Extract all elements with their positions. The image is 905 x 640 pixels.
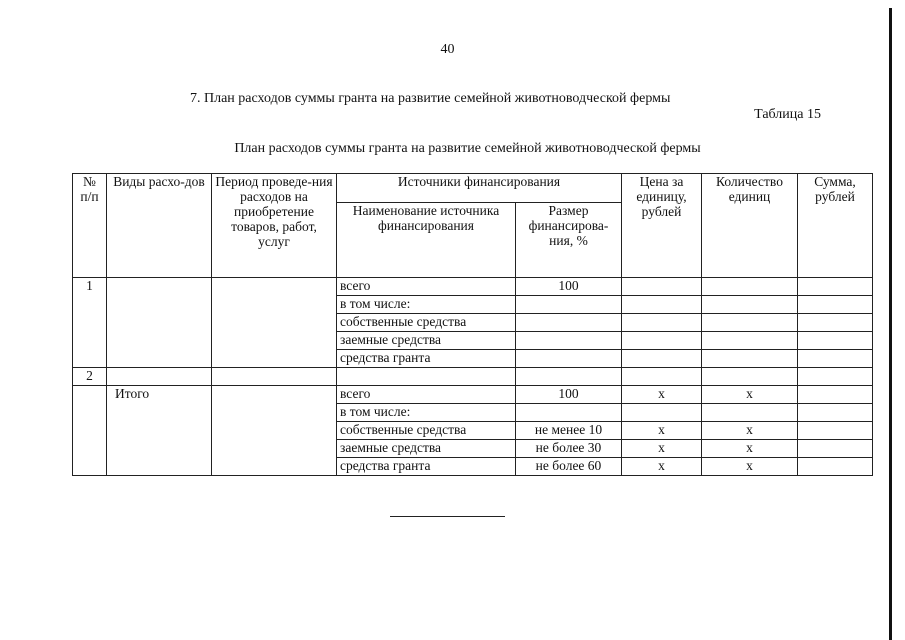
header-num: № п/п [73, 174, 107, 278]
expense-plan-table [72, 173, 873, 476]
source-name-cell [337, 368, 516, 386]
quantity-cell [702, 296, 798, 314]
source-name-cell: средства гранта [337, 458, 516, 476]
source-name-cell: в том числе: [337, 404, 516, 422]
sum-cell [798, 296, 873, 314]
period-cell [212, 386, 337, 476]
total-label: Итого [107, 386, 212, 476]
row-number: 1 [73, 278, 107, 368]
sum-cell [798, 368, 873, 386]
table-label: Таблица 15 [754, 107, 821, 122]
sum-cell [798, 350, 873, 368]
funding-percent-cell: не более 60 [516, 458, 622, 476]
quantity-cell [702, 314, 798, 332]
sum-cell [798, 458, 873, 476]
header-sum: Сумма, рублей [798, 174, 873, 278]
unit-price-cell [622, 332, 702, 350]
table-row [73, 278, 873, 296]
sum-cell [798, 386, 873, 404]
sum-cell [798, 422, 873, 440]
funding-percent-cell: не более 30 [516, 440, 622, 458]
funding-percent-cell [516, 404, 622, 422]
header-source-name: Наименование источника финансирования [337, 203, 516, 278]
footer-rule [390, 516, 505, 517]
source-name-cell: всего [337, 386, 516, 404]
period-cell [212, 278, 337, 368]
quantity-cell [702, 278, 798, 296]
source-name-cell: в том числе: [337, 296, 516, 314]
header-funding-percent: Размер финансирова-ния, % [516, 203, 622, 278]
row-number: 2 [73, 368, 107, 386]
unit-price-cell: x [622, 458, 702, 476]
funding-percent-cell: 100 [516, 278, 622, 296]
header-unit-price: Цена за единицу, рублей [622, 174, 702, 278]
funding-percent-cell: не менее 10 [516, 422, 622, 440]
quantity-cell [702, 404, 798, 422]
source-name-cell: собственные средства [337, 314, 516, 332]
table-row [73, 386, 873, 404]
scan-edge-bar [889, 8, 892, 640]
quantity-cell: x [702, 386, 798, 404]
quantity-cell [702, 332, 798, 350]
sum-cell [798, 404, 873, 422]
funding-percent-cell [516, 296, 622, 314]
funding-percent-cell [516, 368, 622, 386]
expense-type-cell [107, 278, 212, 368]
table-caption: План расходов суммы гранта на развитие семейной животноводческой фермы [234, 141, 701, 156]
unit-price-cell [622, 278, 702, 296]
quantity-cell: x [702, 422, 798, 440]
funding-percent-cell [516, 314, 622, 332]
header-period: Период проведе-ния расходов на приобретение товаров, работ, услуг [212, 174, 337, 278]
source-name-cell: средства гранта [337, 350, 516, 368]
unit-price-cell [622, 368, 702, 386]
quantity-cell [702, 350, 798, 368]
page-number: 40 [440, 42, 455, 57]
sum-cell [798, 278, 873, 296]
source-name-cell: собственные средства [337, 422, 516, 440]
period-cell [212, 368, 337, 386]
table-row [73, 368, 873, 386]
sum-cell [798, 440, 873, 458]
unit-price-cell: x [622, 440, 702, 458]
quantity-cell: x [702, 440, 798, 458]
section-title: 7. План расходов суммы гранта на развитие семейной животноводческой фермы [190, 91, 671, 106]
sum-cell [798, 314, 873, 332]
unit-price-cell [622, 404, 702, 422]
unit-price-cell: x [622, 386, 702, 404]
header-expense-types: Виды расхо-дов [107, 174, 212, 278]
unit-price-cell: x [622, 422, 702, 440]
unit-price-cell [622, 296, 702, 314]
source-name-cell: заемные средства [337, 332, 516, 350]
header-funding-sources: Источники финансирования [337, 174, 622, 203]
unit-price-cell [622, 350, 702, 368]
sum-cell [798, 332, 873, 350]
source-name-cell: заемные средства [337, 440, 516, 458]
quantity-cell [702, 368, 798, 386]
header-quantity: Количество единиц [702, 174, 798, 278]
unit-price-cell [622, 314, 702, 332]
quantity-cell: x [702, 458, 798, 476]
row-number [73, 386, 107, 476]
funding-percent-cell [516, 350, 622, 368]
source-name-cell: всего [337, 278, 516, 296]
header-row [73, 174, 873, 203]
funding-percent-cell: 100 [516, 386, 622, 404]
funding-percent-cell [516, 332, 622, 350]
expense-type-cell [107, 368, 212, 386]
